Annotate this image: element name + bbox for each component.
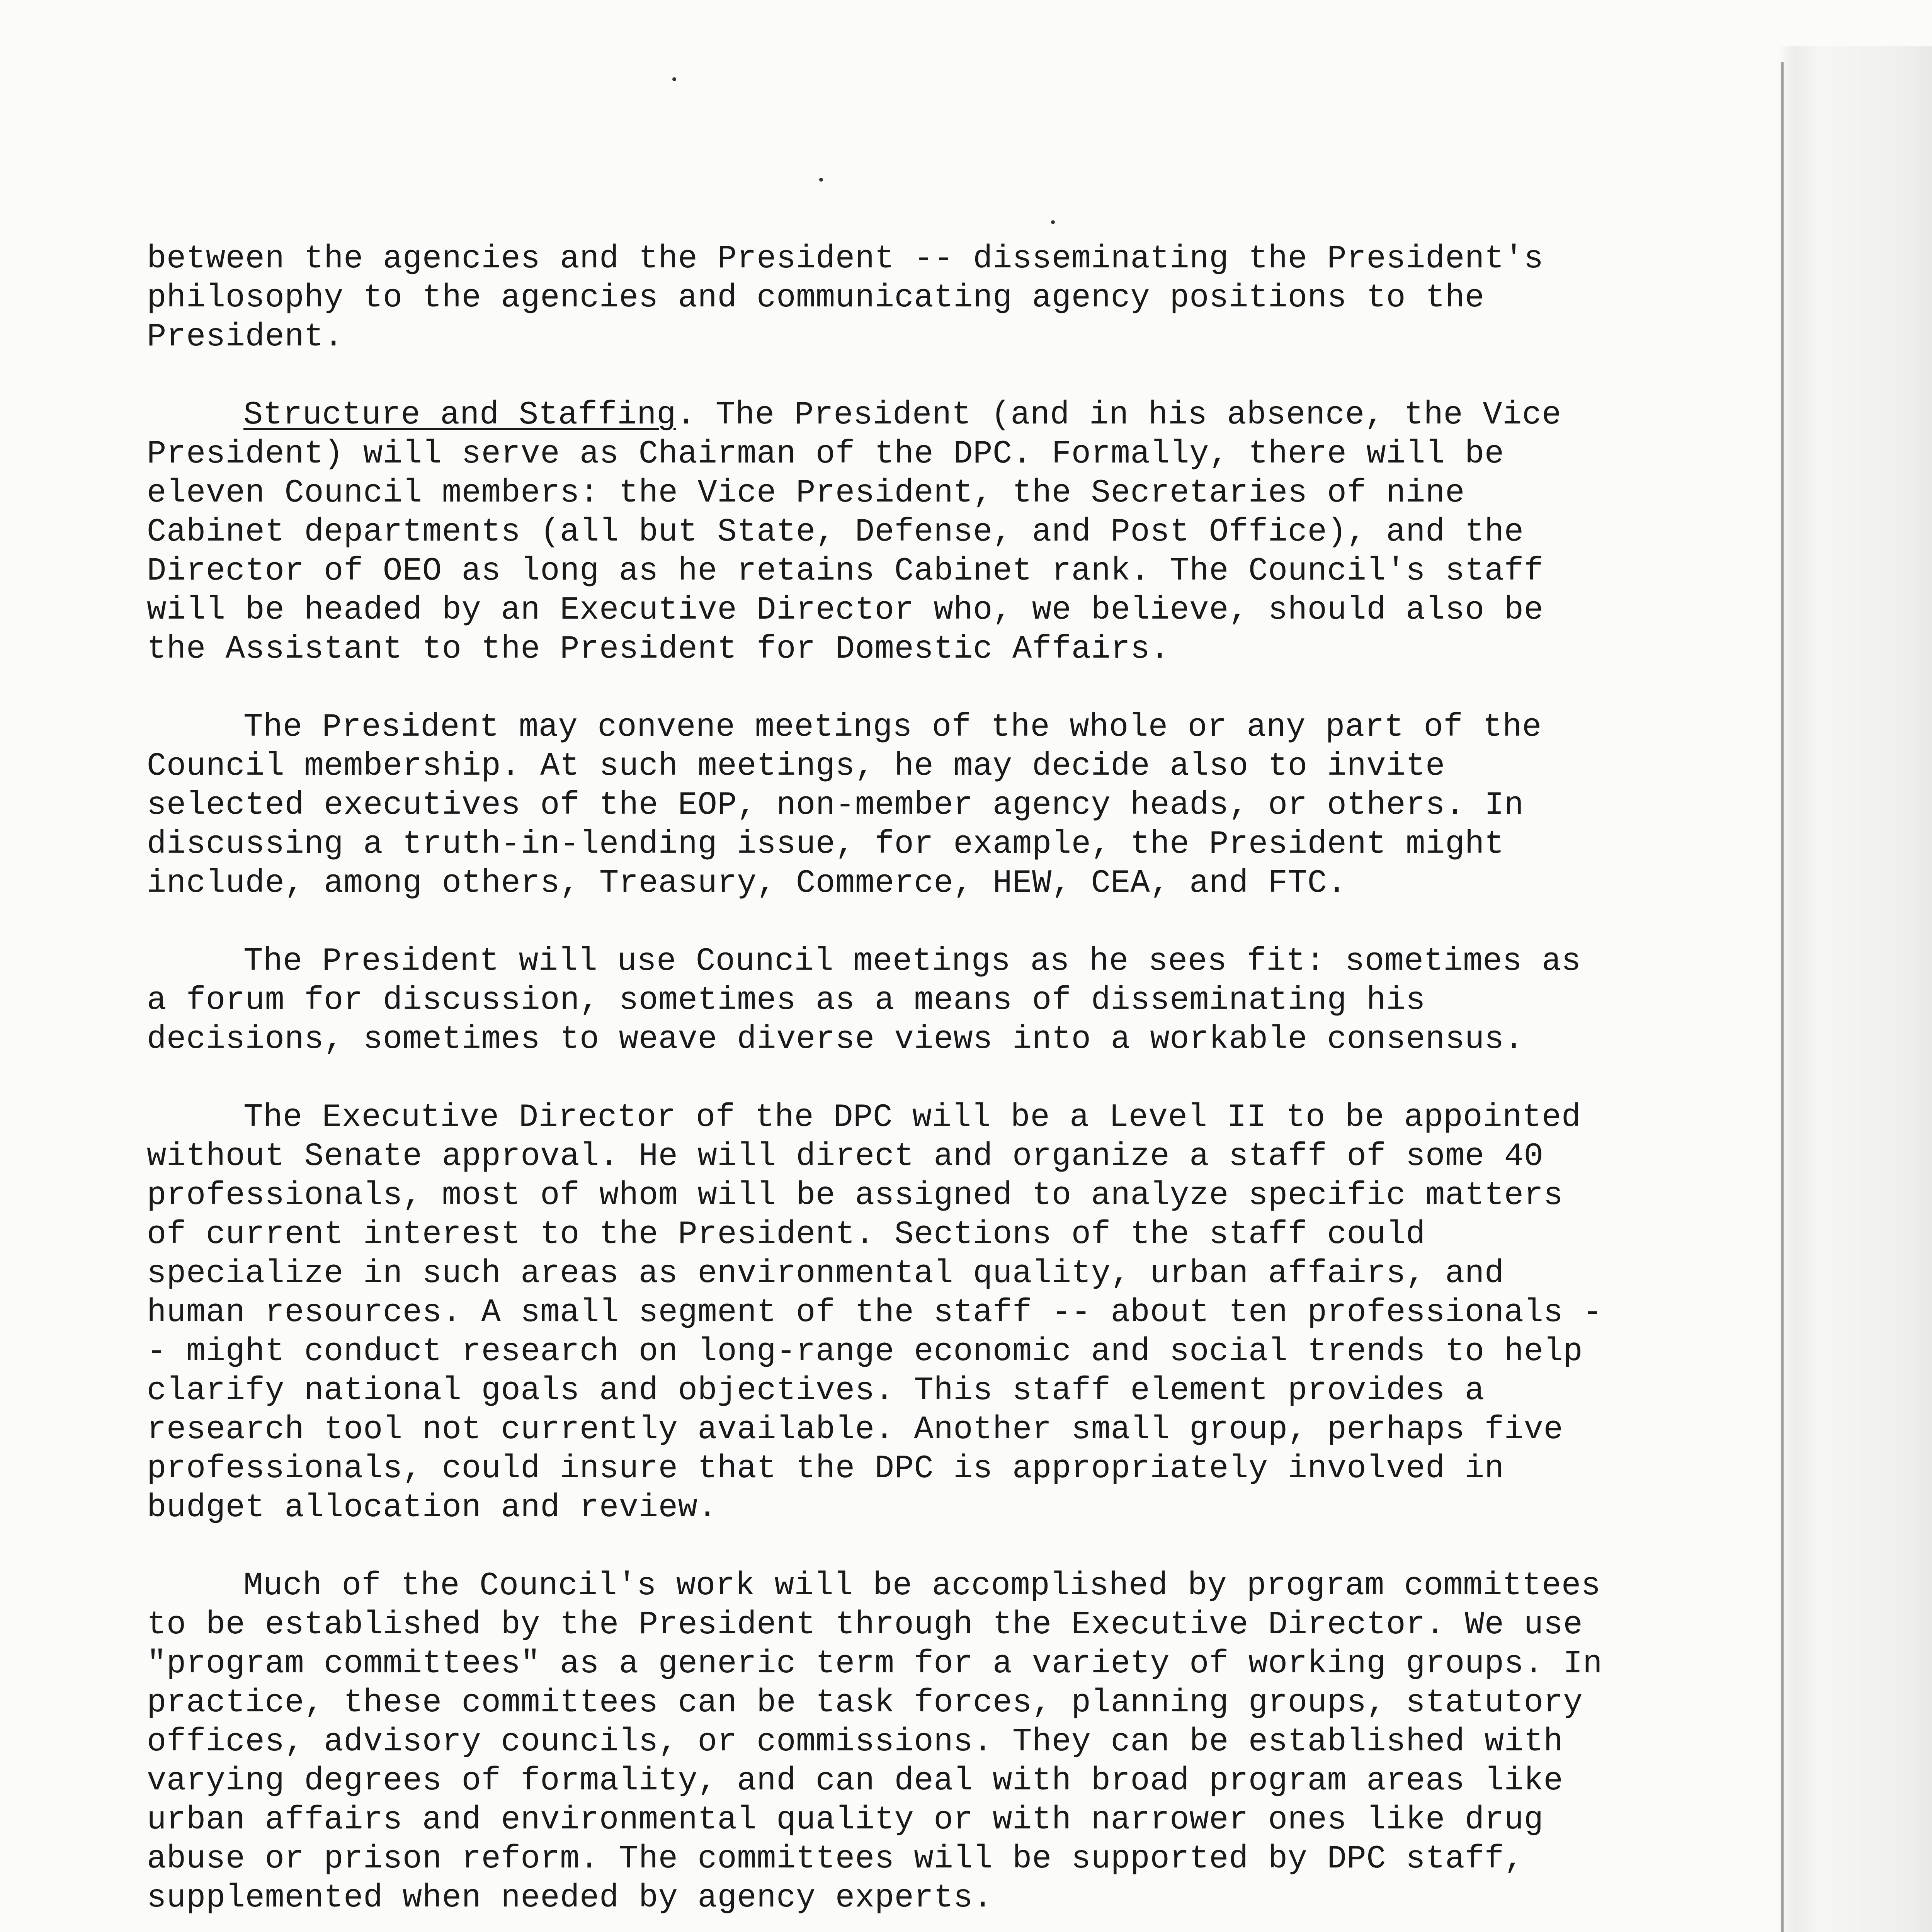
paragraph-2-text: . The President (and in his absence, the Vice President) will serve as Chairman of the DPC. Formally, there will be eleven Council members: the Vice President, the Secretaries of nine Cabinet departments (all but State, Defense, and Post Office), and the Director of OEO as long as he retains Cabinet rank. The Council's staff will be headed by an Executive Director who, we believe, should also be the Assistant to the President for Domestic Affairs. xyxy=(147,397,1561,668)
scan-speck xyxy=(819,178,823,182)
scan-edge-shadow xyxy=(1777,46,1932,1932)
paragraph-5-text: The Executive Director of the DPC will be a Level II to be appointed without Senate approval. He will direct and organize a staff of some 40 professionals, most of whom will be assigned to analyze specific matters of current interest to the President. Sections of the staff could specialize in such areas as environmental quality, urban affairs, and human resources. A small segment of the staff -- about ten professionals -- might conduct research on long-range economic and social trends to help clarify national goals and objectives. This staff element provides a research tool not currently available. Another small group, perhaps five professionals, could insure that the DPC is appropriately involved in budget allocation and review. xyxy=(147,1099,1603,1526)
body-text xyxy=(147,240,1615,1932)
section-heading: Structure and Staffing xyxy=(243,397,676,434)
paragraph-2 xyxy=(147,396,1615,669)
paragraph-1 xyxy=(147,240,1615,357)
paragraph-4 xyxy=(147,942,1615,1059)
paragraph-4-text: The President will use Council meetings as he sees fit: sometimes as a forum for discussion, sometimes as a means of disseminating his decisions, sometimes to weave diverse views into a workable consensus. xyxy=(147,943,1581,1058)
paragraph-1-text: between the agencies and the President -- disseminating the President's philosophy to the agencies and communicating agency positions to the President. xyxy=(147,241,1544,355)
paragraph-3-text: The President may convene meetings of the whole or any part of the Council membership. At such meetings, he may decide also to invite selected executives of the EOP, non-member agency heads, or others. In discussing a truth-in-lending issue, for example, the President might include, among others, Treasury, Commerce, HEW, CEA, and FTC. xyxy=(147,709,1542,902)
scan-speck xyxy=(672,77,676,81)
paragraph-3 xyxy=(147,708,1615,903)
paragraph-6 xyxy=(147,1566,1615,1918)
paragraph-5 xyxy=(147,1098,1615,1527)
scan-edge-line xyxy=(1781,62,1784,1932)
scan-speck xyxy=(1051,220,1055,224)
paragraph-6-text: Much of the Council's work will be accomplished by program committees to be established by the President through the Executive Director. We use "program committees" as a generic term for a variety of working groups. In practice, these committees can be task forces, planning groups, statutory offices, advisory councils, or commissions. They can be established with varying degrees of formality, and can deal with broad program areas like urban affairs and environmental quality or with narrower ones like drug abuse or prison reform. The committees will be supported by DPC staff, supplemented when needed by agency experts. xyxy=(147,1568,1603,1917)
